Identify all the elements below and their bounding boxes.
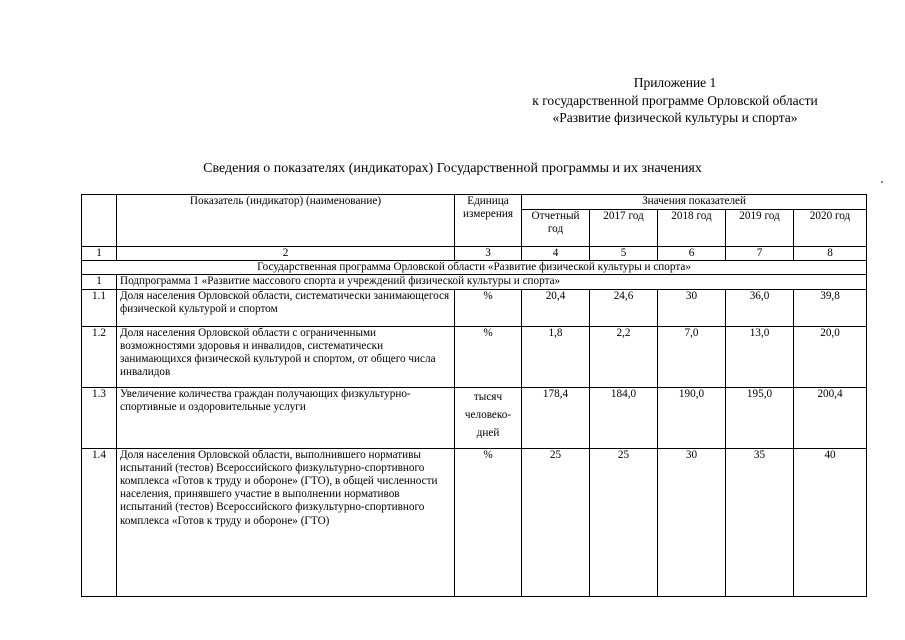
column-number: 8 bbox=[794, 247, 867, 261]
column-number: 1 bbox=[82, 247, 117, 261]
row-value: 178,4 bbox=[522, 387, 590, 448]
row-value: 30 bbox=[658, 289, 726, 326]
column-number: 2 bbox=[117, 247, 455, 261]
row-value: 40 bbox=[794, 448, 867, 596]
appendix-program-name: «Развитие физической культуры и спорта» bbox=[552, 110, 798, 125]
header-num-cell bbox=[82, 195, 117, 247]
header-indicator: Показатель (индикатор) (наименование) bbox=[117, 195, 455, 247]
document-title: Сведения о показателях (индикаторах) Государственной программы и их значениях bbox=[203, 161, 702, 176]
row-value: 200,4 bbox=[794, 387, 867, 448]
header-unit: Единица измерения bbox=[455, 195, 522, 247]
subprogram-title: Подпрограмма 1 «Развитие массового спорта и учреждений физической культуры и спорта» bbox=[117, 275, 867, 289]
appendix-heading bbox=[470, 74, 880, 127]
header-row-top bbox=[82, 195, 867, 210]
row-indicator-name: Доля населения Орловской области, систематически занимающегося физической культурой и спортом bbox=[117, 289, 455, 326]
row-unit: % bbox=[455, 448, 522, 596]
row-indicator-name: Увеличение количества граждан получающих физкультурно-спортивные и оздоровительные услуги bbox=[117, 387, 455, 448]
header-year-2017: 2017 год bbox=[590, 210, 658, 247]
table-row bbox=[82, 289, 867, 326]
indicators-table bbox=[81, 194, 867, 597]
appendix-number: Приложение 1 bbox=[633, 75, 717, 90]
row-value: 30 bbox=[658, 448, 726, 596]
row-value: 25 bbox=[590, 448, 658, 596]
table-row bbox=[82, 387, 867, 448]
row-value: 25 bbox=[522, 448, 590, 596]
row-value: 39,8 bbox=[794, 289, 867, 326]
subprogram-num: 1 bbox=[82, 275, 117, 289]
row-value: 195,0 bbox=[726, 387, 794, 448]
column-number: 5 bbox=[590, 247, 658, 261]
header-values-group: Значения показателей bbox=[522, 195, 867, 210]
program-row bbox=[82, 261, 867, 275]
row-num: 1.3 bbox=[82, 387, 117, 448]
row-value: 184,0 bbox=[590, 387, 658, 448]
table-row bbox=[82, 326, 867, 387]
header-year-report: Отчетный год bbox=[522, 210, 590, 247]
row-value: 20,4 bbox=[522, 289, 590, 326]
row-num: 1.2 bbox=[82, 326, 117, 387]
row-value: 1,8 bbox=[522, 326, 590, 387]
header-year-2018: 2018 год bbox=[658, 210, 726, 247]
row-num: 1.1 bbox=[82, 289, 117, 326]
row-value: 24,6 bbox=[590, 289, 658, 326]
row-value: 2,2 bbox=[590, 326, 658, 387]
row-value: 7,0 bbox=[658, 326, 726, 387]
column-numbers-row bbox=[82, 247, 867, 261]
table-row bbox=[82, 448, 867, 596]
row-indicator-name: Доля населения Орловской области с ограниченными возможностями здоровья и инвалидов, систематически занимающихся физической культурой и спортом, от общего числа инвалидов bbox=[117, 326, 455, 387]
row-value: 35 bbox=[726, 448, 794, 596]
program-title: Государственная программа Орловской области «Развитие физической культуры и спорта» bbox=[82, 261, 867, 275]
column-number: 4 bbox=[522, 247, 590, 261]
appendix-program-ref: к государственной программе Орловской области bbox=[532, 92, 818, 108]
column-number: 7 bbox=[726, 247, 794, 261]
row-indicator-name: Доля населения Орловской области, выполнившего нормативы испытаний (тестов) Всероссийского физкультурно-спортивного комплекса «Готов к труду и обороне» (ГТО), в общей численности населения, принявшего участие в выполнении нормативов испытаний (тестов) Всероссийского физкультурно-спортивного комплекса «Готов к труду и обороне» (ГТО) bbox=[117, 448, 455, 596]
column-number: 3 bbox=[455, 247, 522, 261]
row-value: 13,0 bbox=[726, 326, 794, 387]
column-number: 6 bbox=[658, 247, 726, 261]
header-year-2019: 2019 год bbox=[726, 210, 794, 247]
row-value: 20,0 bbox=[794, 326, 867, 387]
header-year-2020: 2020 год bbox=[794, 210, 867, 247]
row-unit: тысяч человеко-дней bbox=[455, 387, 522, 448]
row-value: 190,0 bbox=[658, 387, 726, 448]
row-unit: % bbox=[455, 289, 522, 326]
scan-speck bbox=[881, 181, 883, 183]
subprogram-row bbox=[82, 275, 867, 289]
row-num: 1.4 bbox=[82, 448, 117, 596]
row-unit: % bbox=[455, 326, 522, 387]
row-value: 36,0 bbox=[726, 289, 794, 326]
